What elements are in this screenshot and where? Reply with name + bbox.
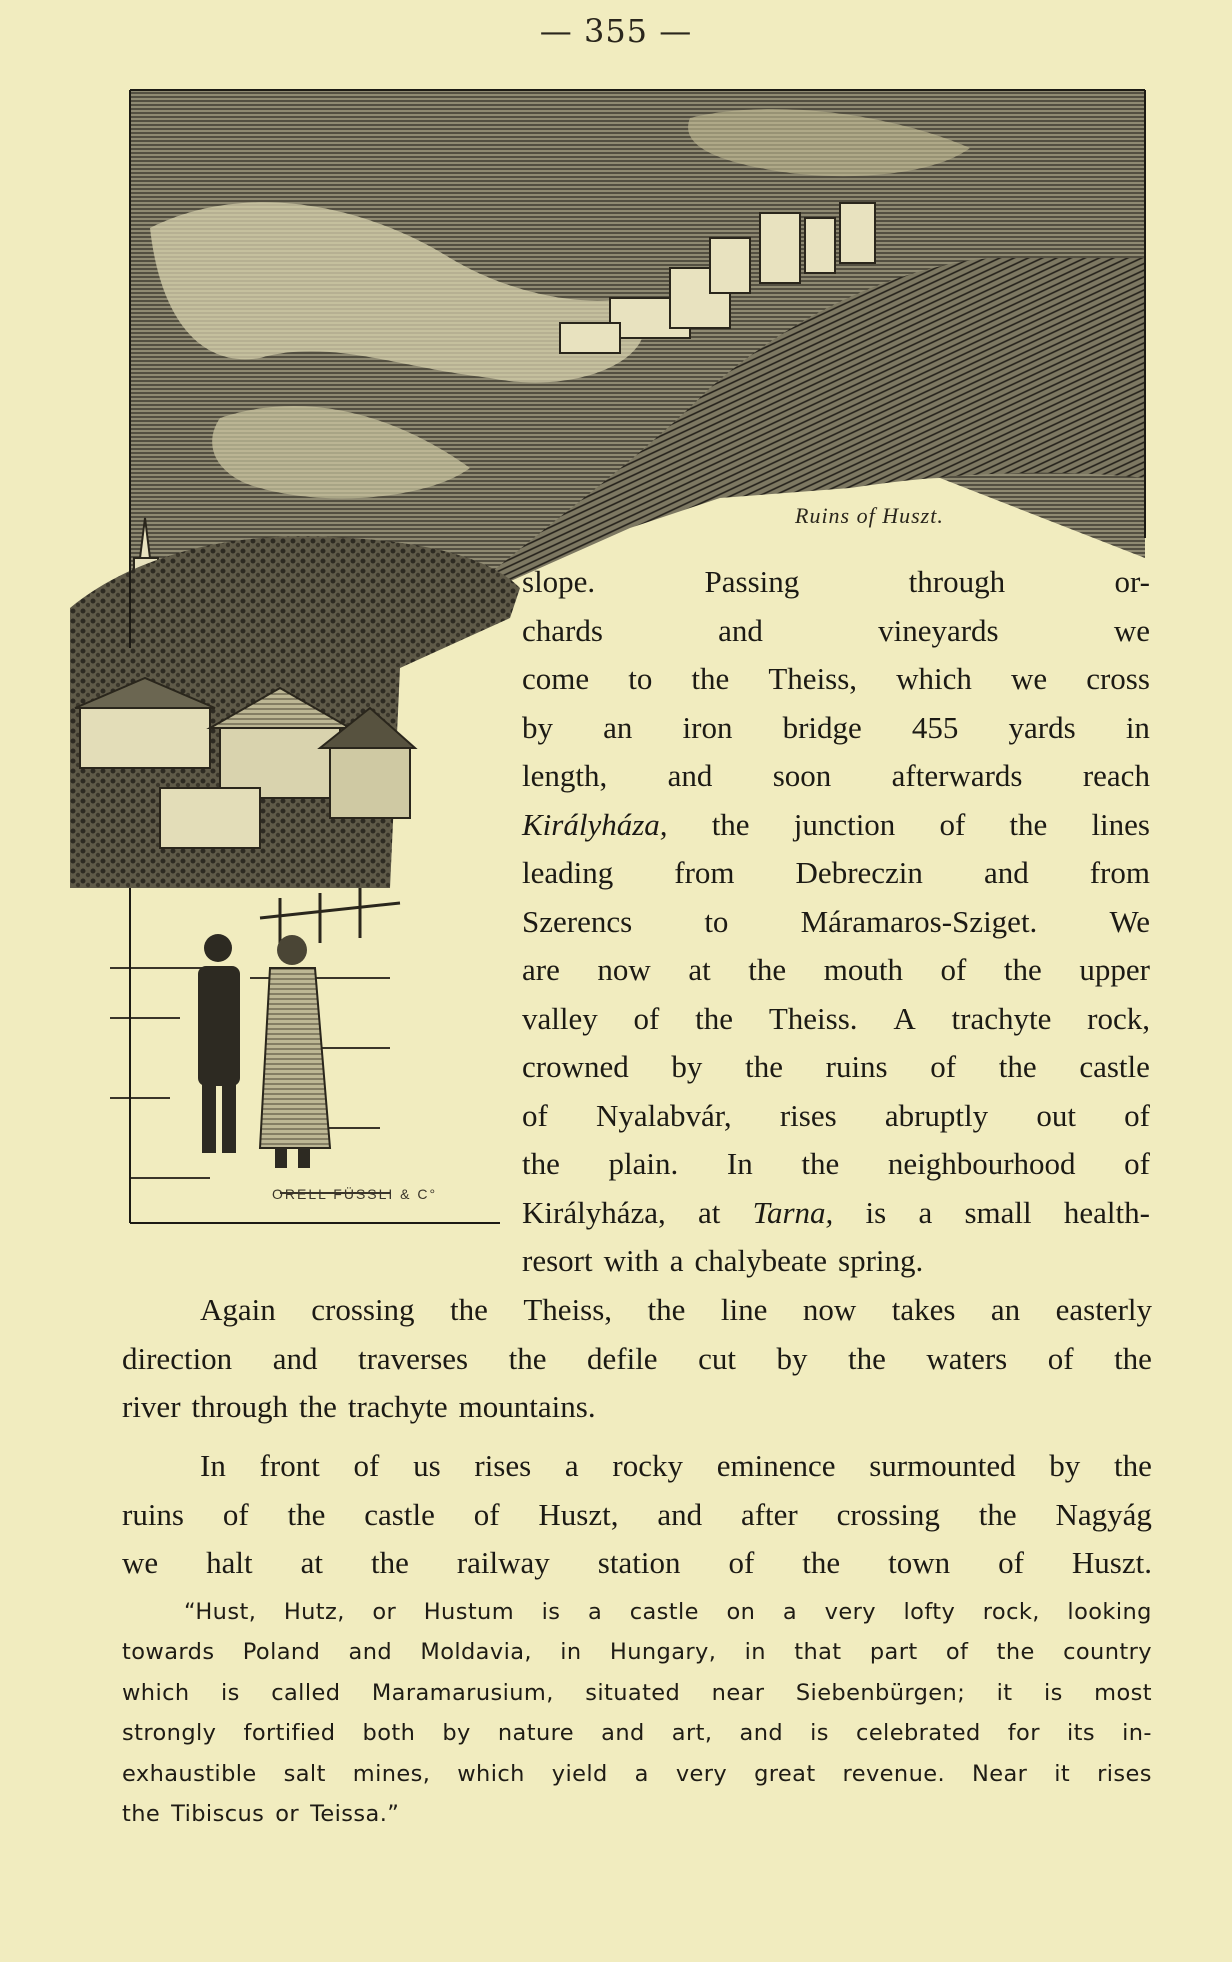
word: crowned <box>522 1049 629 1084</box>
word: castle <box>364 1496 435 1532</box>
word: the <box>298 1389 337 1424</box>
word: We <box>1109 903 1150 939</box>
word: “Hust, <box>184 1599 257 1625</box>
word: resort <box>522 1243 593 1278</box>
word: most <box>1094 1679 1152 1706</box>
word: Theiss, <box>523 1292 613 1327</box>
word: a <box>587 1599 603 1625</box>
word: rises <box>474 1448 532 1483</box>
wrapped-line <box>522 704 1150 753</box>
word: In <box>726 1146 753 1181</box>
word: in <box>744 1639 766 1666</box>
word: towards <box>122 1639 215 1666</box>
word: at <box>688 952 711 987</box>
word: revenue. <box>842 1760 946 1787</box>
word: Poland <box>242 1639 321 1666</box>
word: Siebenbürgen; <box>795 1679 966 1706</box>
word: which <box>122 1679 190 1706</box>
word: and <box>657 1496 703 1532</box>
paragraph-3-line-2 <box>122 1491 1152 1540</box>
word: now <box>802 1292 857 1327</box>
word: is <box>865 1194 887 1230</box>
word: by <box>442 1720 471 1747</box>
word: afterwards <box>891 758 1023 793</box>
word: by <box>522 709 553 745</box>
word: of <box>998 1545 1024 1580</box>
wrapped-line <box>522 1237 1150 1286</box>
word: looking <box>1067 1599 1152 1625</box>
word: and <box>601 1720 645 1747</box>
word: country <box>1063 1639 1152 1666</box>
word: halt <box>206 1545 253 1580</box>
paragraph-3-line-3 <box>122 1539 1152 1588</box>
wrapped-line <box>522 995 1150 1044</box>
word: and <box>272 1340 318 1376</box>
word: the <box>998 1049 1037 1084</box>
word: it <box>996 1679 1013 1706</box>
word: crossing <box>311 1292 415 1327</box>
wrapped-line <box>522 1140 1150 1189</box>
word: yield <box>551 1760 608 1787</box>
word: or <box>275 1801 300 1828</box>
word: the <box>711 806 750 842</box>
word: we <box>1010 661 1048 696</box>
word: plain. <box>608 1146 679 1181</box>
word: of <box>1124 1097 1150 1133</box>
word: is <box>810 1720 829 1747</box>
word: railway <box>456 1545 550 1580</box>
word: of <box>1047 1340 1074 1376</box>
quote-line-3 <box>122 1673 1152 1713</box>
word: is <box>541 1599 561 1625</box>
word: Tibiscus <box>171 1801 265 1828</box>
word: Theiss. <box>768 1000 858 1036</box>
word: in <box>1125 709 1150 745</box>
word: Teissa.” <box>310 1801 400 1828</box>
word: at <box>697 1194 721 1230</box>
word: ruins <box>122 1496 184 1532</box>
word: health- <box>1063 1194 1150 1230</box>
word: which <box>457 1760 525 1787</box>
word: direction <box>122 1340 233 1376</box>
word: part <box>869 1639 918 1666</box>
illustration-caption: Ruins of Huszt. <box>795 503 944 528</box>
word: Theiss, <box>768 661 858 696</box>
word: Again <box>200 1292 276 1327</box>
word: after <box>740 1496 798 1532</box>
word: Tarna, <box>752 1194 834 1230</box>
word: slope. <box>522 564 596 599</box>
word: the <box>508 1340 547 1376</box>
word: the <box>647 1292 686 1327</box>
word: Near <box>971 1760 1028 1787</box>
word: yards <box>1008 709 1076 745</box>
wrapped-line <box>522 946 1150 995</box>
word: abruptly <box>884 1097 989 1133</box>
quote-line-4 <box>122 1713 1152 1753</box>
word: its <box>1066 1720 1095 1747</box>
word: rocky <box>612 1448 683 1483</box>
word: river <box>122 1389 181 1424</box>
quote-line-1 <box>122 1592 1152 1632</box>
word: the <box>1114 1340 1152 1376</box>
word: very <box>824 1599 876 1625</box>
word: nature <box>497 1720 575 1747</box>
word: Királyháza, <box>522 1194 666 1230</box>
word: is <box>1043 1679 1063 1706</box>
word: we <box>1113 612 1150 648</box>
word: of <box>939 806 966 842</box>
word: Huszt. <box>1071 1545 1152 1580</box>
engraver-credit: ORELL FÜSSLI & C° <box>272 1186 438 1202</box>
word: art, <box>671 1720 713 1747</box>
paragraph-2-line-1 <box>122 1286 1152 1335</box>
word: Nyalabvár, <box>596 1097 732 1133</box>
word: a <box>782 1599 798 1625</box>
word: to <box>628 661 653 696</box>
word: of <box>633 1000 660 1036</box>
word: Hungary, <box>609 1639 717 1666</box>
word: length, <box>522 758 608 793</box>
word: of <box>945 1639 969 1666</box>
word: through <box>191 1389 288 1424</box>
quotation <box>122 1592 1152 1834</box>
word: the <box>1003 952 1042 987</box>
paragraph-2 <box>122 1286 1152 1432</box>
word: with <box>603 1243 659 1278</box>
word: that <box>794 1639 842 1666</box>
word: station <box>597 1545 681 1580</box>
word: town <box>888 1545 951 1580</box>
word: junction <box>793 806 896 842</box>
word: of <box>728 1545 755 1580</box>
river <box>110 968 390 1193</box>
word: the <box>122 1801 161 1828</box>
word: Nagyág <box>1055 1496 1152 1532</box>
page-number: — 355 — <box>539 12 693 50</box>
word: situated <box>585 1679 681 1706</box>
word: ruins <box>825 1049 888 1084</box>
word: rock, <box>1087 1000 1150 1036</box>
word: Királyháza, <box>522 806 668 842</box>
word: small <box>964 1194 1032 1230</box>
word: In <box>200 1448 226 1483</box>
word: us <box>413 1448 441 1483</box>
word: the <box>695 1000 734 1036</box>
word: neighbourhood <box>887 1146 1076 1181</box>
quote-line-5 <box>122 1754 1152 1794</box>
word: chards <box>522 612 603 648</box>
word: vineyards <box>878 612 999 648</box>
peasant-woman <box>260 935 330 1168</box>
word: trachyte <box>951 1000 1052 1036</box>
wrapped-line <box>522 1189 1150 1238</box>
word: rises <box>779 1097 837 1133</box>
word: the <box>522 1146 560 1181</box>
word: the <box>978 1496 1017 1532</box>
word: great <box>754 1760 816 1787</box>
word: from <box>674 855 735 890</box>
wrapped-line <box>522 1043 1150 1092</box>
word: through <box>908 564 1006 599</box>
wrapped-line <box>522 655 1150 704</box>
word: and <box>718 612 763 648</box>
word: Máramaros-Sziget. <box>800 903 1038 939</box>
word: the <box>287 1496 326 1532</box>
word: mouth <box>823 952 903 987</box>
word: it <box>1054 1760 1071 1787</box>
word: of <box>940 952 967 987</box>
word: 455 <box>911 709 959 745</box>
paragraph-2-line-2 <box>122 1335 1152 1384</box>
word: an <box>990 1292 1021 1327</box>
word: a <box>564 1448 579 1483</box>
word: defile <box>587 1340 658 1376</box>
word: the <box>847 1340 886 1376</box>
word: the <box>1114 1448 1152 1483</box>
word: of <box>1124 1146 1150 1181</box>
word: near <box>711 1679 765 1706</box>
word: from <box>1089 855 1150 890</box>
word: lines <box>1091 806 1150 842</box>
word: soon <box>772 758 832 793</box>
wrapped-line <box>522 898 1150 947</box>
word: and <box>667 758 713 793</box>
wrapped-line <box>522 752 1150 801</box>
word: of <box>930 1049 957 1084</box>
paragraph-2-line-3 <box>122 1383 1152 1432</box>
word: of <box>473 1496 500 1532</box>
word: are <box>522 952 560 987</box>
word: the <box>370 1545 409 1580</box>
word: the <box>450 1292 488 1327</box>
wrapped-line <box>522 801 1150 850</box>
word: rises <box>1097 1760 1152 1787</box>
word: surmounted <box>869 1448 1016 1483</box>
word: castle <box>1079 1049 1150 1084</box>
word: by <box>776 1340 808 1376</box>
peasant-man <box>198 934 240 1153</box>
word: the <box>996 1639 1035 1666</box>
word: front <box>259 1448 320 1483</box>
word: valley <box>522 1000 598 1036</box>
word: strongly <box>122 1720 217 1747</box>
word: waters <box>926 1340 1008 1376</box>
word: out <box>1036 1097 1076 1133</box>
word: spring. <box>838 1243 924 1278</box>
word: by <box>671 1049 703 1084</box>
word: by <box>1049 1448 1081 1483</box>
wrapped-line <box>522 1092 1150 1141</box>
word: celebrated <box>856 1720 981 1747</box>
word: crossing <box>836 1496 940 1532</box>
word: a <box>669 1243 684 1278</box>
word: of <box>222 1496 249 1532</box>
word: eminence <box>716 1448 836 1483</box>
word: the <box>745 1049 783 1084</box>
word: the <box>691 661 730 696</box>
word: at <box>300 1545 323 1580</box>
word: mountains. <box>458 1389 596 1424</box>
word: on <box>726 1599 756 1625</box>
word: trachyte <box>347 1389 448 1424</box>
word: cross <box>1086 661 1150 696</box>
word: for <box>1007 1720 1040 1747</box>
word: the <box>748 952 787 987</box>
word: now <box>597 952 651 987</box>
word: Szerencs <box>522 903 633 939</box>
word: in <box>560 1639 582 1666</box>
word: to <box>704 903 729 939</box>
paragraph-3-line-1 <box>122 1442 1152 1491</box>
word: A <box>893 1000 916 1036</box>
wrapped-line <box>522 607 1150 656</box>
word: both <box>362 1720 416 1747</box>
word: rock, <box>982 1599 1040 1625</box>
word: traverses <box>357 1340 469 1376</box>
quote-line-2 <box>122 1632 1152 1672</box>
word: is <box>220 1679 240 1706</box>
wrapped-paragraph <box>522 558 1150 1286</box>
word: or- <box>1114 564 1150 599</box>
word: of <box>353 1448 380 1483</box>
word: mines, <box>352 1760 431 1787</box>
word: come <box>522 661 590 696</box>
word: Hutz, <box>283 1599 345 1625</box>
word: Passing <box>704 564 800 599</box>
word: fortified <box>243 1720 336 1747</box>
word: cut <box>698 1340 736 1376</box>
word: bridge <box>782 709 862 745</box>
word: Huszt, <box>538 1496 619 1532</box>
wrapped-line <box>522 558 1150 607</box>
word: Hustum <box>423 1599 515 1625</box>
word: and <box>983 855 1029 890</box>
word: exhaustible <box>122 1760 257 1787</box>
word: upper <box>1079 952 1150 987</box>
word: we <box>122 1545 159 1580</box>
word: a <box>634 1760 649 1787</box>
word: and <box>348 1639 393 1666</box>
word: leading <box>522 855 614 890</box>
wrapped-line <box>522 849 1150 898</box>
word: of <box>522 1097 548 1133</box>
word: in- <box>1122 1720 1152 1747</box>
word: the <box>1009 806 1048 842</box>
word: an <box>603 709 633 745</box>
word: reach <box>1082 758 1150 793</box>
word: or <box>372 1599 397 1625</box>
word: lofty <box>903 1599 956 1625</box>
quote-line-6 <box>122 1794 1152 1834</box>
word: line <box>720 1292 768 1327</box>
word: very <box>675 1760 728 1787</box>
fence <box>260 888 400 948</box>
word: takes <box>891 1292 956 1327</box>
word: chalybeate <box>694 1243 828 1278</box>
word: iron <box>682 709 733 745</box>
word: and <box>739 1720 784 1747</box>
word: a <box>918 1194 933 1230</box>
word: the <box>802 1545 841 1580</box>
word: easterly <box>1055 1292 1152 1327</box>
word: which <box>896 661 972 696</box>
word: Debreczin <box>795 855 923 890</box>
word: the <box>801 1146 840 1181</box>
paragraph-3 <box>122 1442 1152 1588</box>
word: castle <box>629 1599 699 1625</box>
word: salt <box>283 1760 326 1787</box>
word: Moldavia, <box>420 1639 532 1666</box>
word: called <box>271 1679 341 1706</box>
word: Maramarusium, <box>371 1679 554 1706</box>
